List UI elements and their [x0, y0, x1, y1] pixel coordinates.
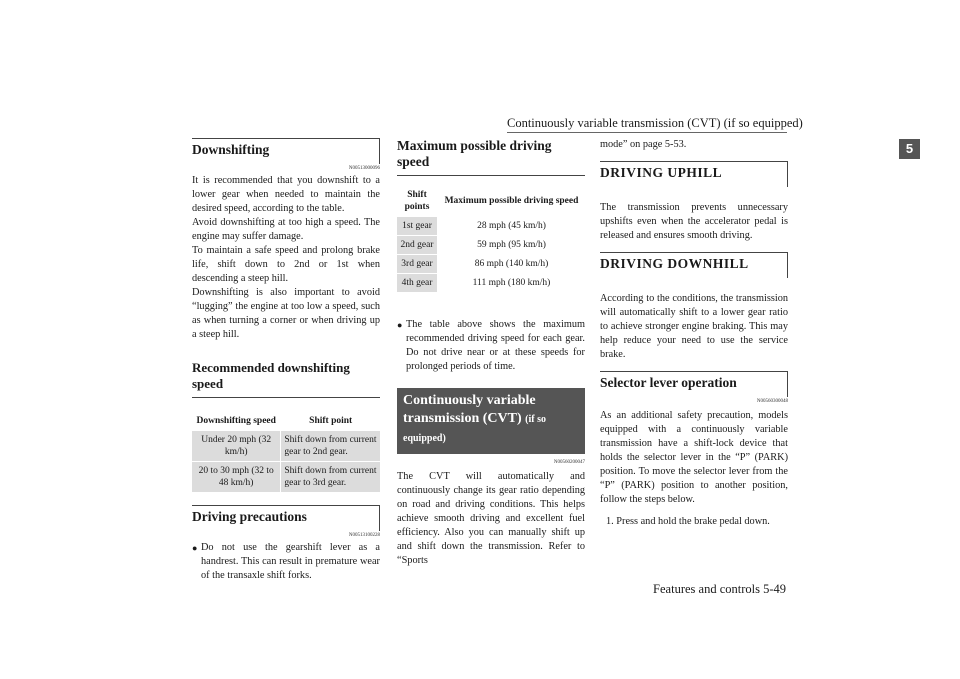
uphill-paragraph: The transmission prevents unnecessary upshifts even when the accelerator pedal is released and ensures smooth driving.: [600, 202, 788, 241]
header-rule: [507, 132, 787, 133]
column-right: [600, 138, 788, 529]
table-head-speed: Maximum possible driving speed: [438, 186, 586, 217]
cvt-paragraph: The CVT will automatically and continuously change its gear ratio depending on road and driving conditions. This helps achieve smooth driving and excellent fuel efficiency. Also you can manually shift up and shift down the transmission. Refer to “Sports: [397, 471, 585, 566]
bullet-icon: ●: [397, 320, 403, 330]
downshifting-para-4: Downshifting is also important to avoid “lugging” the engine at too low a speed, such as when turning a corner or when driving up a steep hill.: [192, 287, 380, 340]
step-1: 1. Press and hold the brake pedal down.: [606, 516, 770, 527]
running-title: Continuously variable transmission (CVT) (if so equipped): [507, 116, 803, 130]
page-footer: Features and controls 5-49: [653, 582, 786, 596]
table-row: [397, 255, 585, 274]
precaution-bullet: ● Do not use the gearshift lever as a handrest. This can result in premature wear of the transaxle shift forks.: [192, 542, 380, 581]
table-cell: 2nd gear: [397, 236, 438, 255]
selector-lever-heading: Selector lever operation: [600, 371, 788, 397]
continued-text: mode” on page 5-53.: [600, 139, 687, 150]
table-cell: 59 mph (95 km/h): [438, 236, 586, 255]
table-cell: Shift down from current gear to 2nd gear.: [281, 431, 380, 462]
cvt-heading: Continuously variable transmission (CVT) (if so equipped): [397, 388, 585, 454]
selector-code: N00560300048: [756, 399, 788, 404]
downshifting-heading: Downshifting: [192, 138, 380, 164]
chapter-tab: 5: [899, 139, 920, 159]
max-speed-heading: Maximum possible driving speed: [397, 138, 585, 176]
cvt-code: N00560200047: [553, 460, 585, 465]
table-cell: 20 to 30 mph (32 to 48 km/h): [192, 462, 281, 493]
table-row: [192, 431, 380, 462]
table-head-points: Shift points: [404, 190, 430, 212]
table-row: [397, 236, 585, 255]
downshifting-code: N00513000096: [348, 166, 380, 171]
driving-uphill-heading: DRIVING UPHILL: [600, 161, 788, 187]
table-cell: 4th gear: [397, 274, 438, 293]
downshifting-para-2: Avoid downshifting at too high a speed. The engine may suffer damage.: [192, 217, 380, 242]
table-cell: 111 mph (180 km/h): [438, 274, 586, 293]
downshift-table: [192, 412, 380, 492]
table-row: [192, 462, 380, 493]
table-cell: Under 20 mph (32 km/h): [192, 431, 281, 462]
max-speed-bullet: ● The table above shows the maximum recommended driving speed for each gear. Do not drive near or at these speeds for prolonged periods of time.: [397, 319, 585, 372]
column-left: [192, 138, 380, 583]
column-middle: [397, 138, 585, 568]
table-cell: 3rd gear: [397, 255, 438, 274]
downshifting-para-3: To maintain a safe speed and prolong brake life, shift down to 2nd or 1st when descending a steep hill.: [192, 245, 380, 284]
bullet-icon: ●: [192, 543, 198, 553]
precautions-heading: Driving precautions: [192, 505, 380, 531]
table-cell: Shift down from current gear to 3rd gear.: [281, 462, 380, 493]
driving-downhill-heading: DRIVING DOWNHILL: [600, 252, 788, 278]
table-cell: 28 mph (45 km/h): [438, 217, 586, 236]
selector-paragraph: As an additional safety precaution, models equipped with a continuously variable transmission have a shift-lock device that holds the selector lever in the “P” (PARK) position. To move the selector lever from the “P” (PARK) position to another position, follow the steps below.: [600, 410, 788, 505]
table-row: [397, 274, 585, 293]
table-head-point: Shift point: [281, 412, 380, 431]
table-cell: 1st gear: [397, 217, 438, 236]
max-speed-table: [397, 186, 585, 292]
downhill-paragraph: According to the conditions, the transmission will automatically shift to a lower gear ratio to achieve stronger engine braking. This may help reduce your need to use the service brake.: [600, 293, 788, 360]
precautions-code: N00513100228: [348, 533, 380, 538]
table-cell: 86 mph (140 km/h): [438, 255, 586, 274]
downshifting-para-1: It is recommended that you downshift to a lower gear when needed to maintain the desired speed, according to the table.: [192, 175, 380, 214]
table-head-speed: Downshifting speed: [196, 416, 276, 426]
recommended-heading: Recommended downshifting speed: [192, 360, 380, 398]
table-row: [397, 217, 585, 236]
